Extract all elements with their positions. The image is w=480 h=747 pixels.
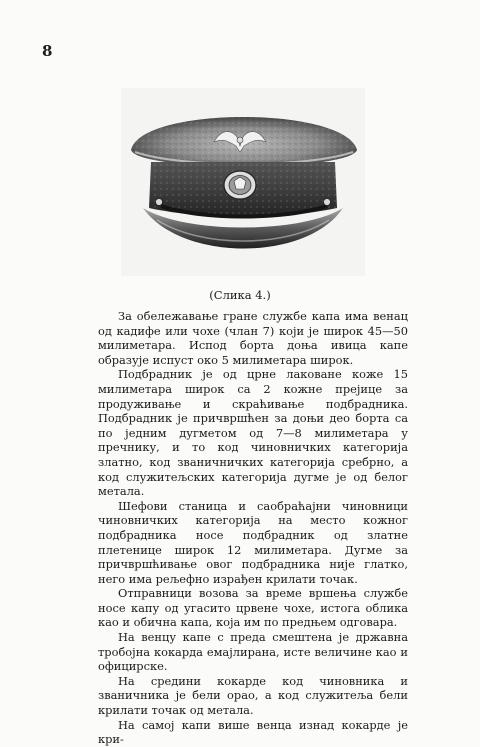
paragraph: Подбрадник је од црне лаковане коже 15 милиметара широк са 2 кожне прејице за продуживање и скраћивање подбрадника. Подбрадник је причвршћен за доњи део борта са по једним дугметом од 7—8 милиметара у пречнику, и то код чиновничких категорија златно, код званичничких категорија сребрно, а код служитељских категорија дугме је од белог метала. [98, 367, 408, 499]
paragraph: На венцу капе с преда смештена је државна тробојна кокарда емајлирана, исте величине као и официрске. [98, 630, 408, 674]
paragraph: На самој капи више венца изнад кокарде је кри- [98, 717, 408, 747]
paragraph: Отправници возова за време вршења службе носе капу од угасито црвене чохе, истога облика као и обична капа, која им по предњем одговара. [98, 586, 408, 630]
cap-photo [121, 88, 365, 276]
paragraph: За обележавање гране службе капа има венац од кадифе или чохе (члан 7) који је широк 45—50 милиметара. Испод борта доња ивица капе образује испуст око 5 милиметара широк. [98, 309, 408, 367]
paragraph: Шефови станица и саобраћајни чиновници чиновничких категорија на место кожног подбрадника носе подбрадник од златне плетенице широк 12 милиметара. Дугме за причвршћивање овог подбрадника није глатко, него има рељефно израђен крилати точак. [98, 498, 408, 586]
page-number: 8 [42, 42, 53, 60]
paragraph: На средини кокарде код чиновника и званичника је бели орао, а код служитеља бели крилати точак од метала. [98, 673, 408, 718]
body-text [98, 309, 408, 747]
figure-caption: (Слика 4.) [209, 288, 271, 302]
